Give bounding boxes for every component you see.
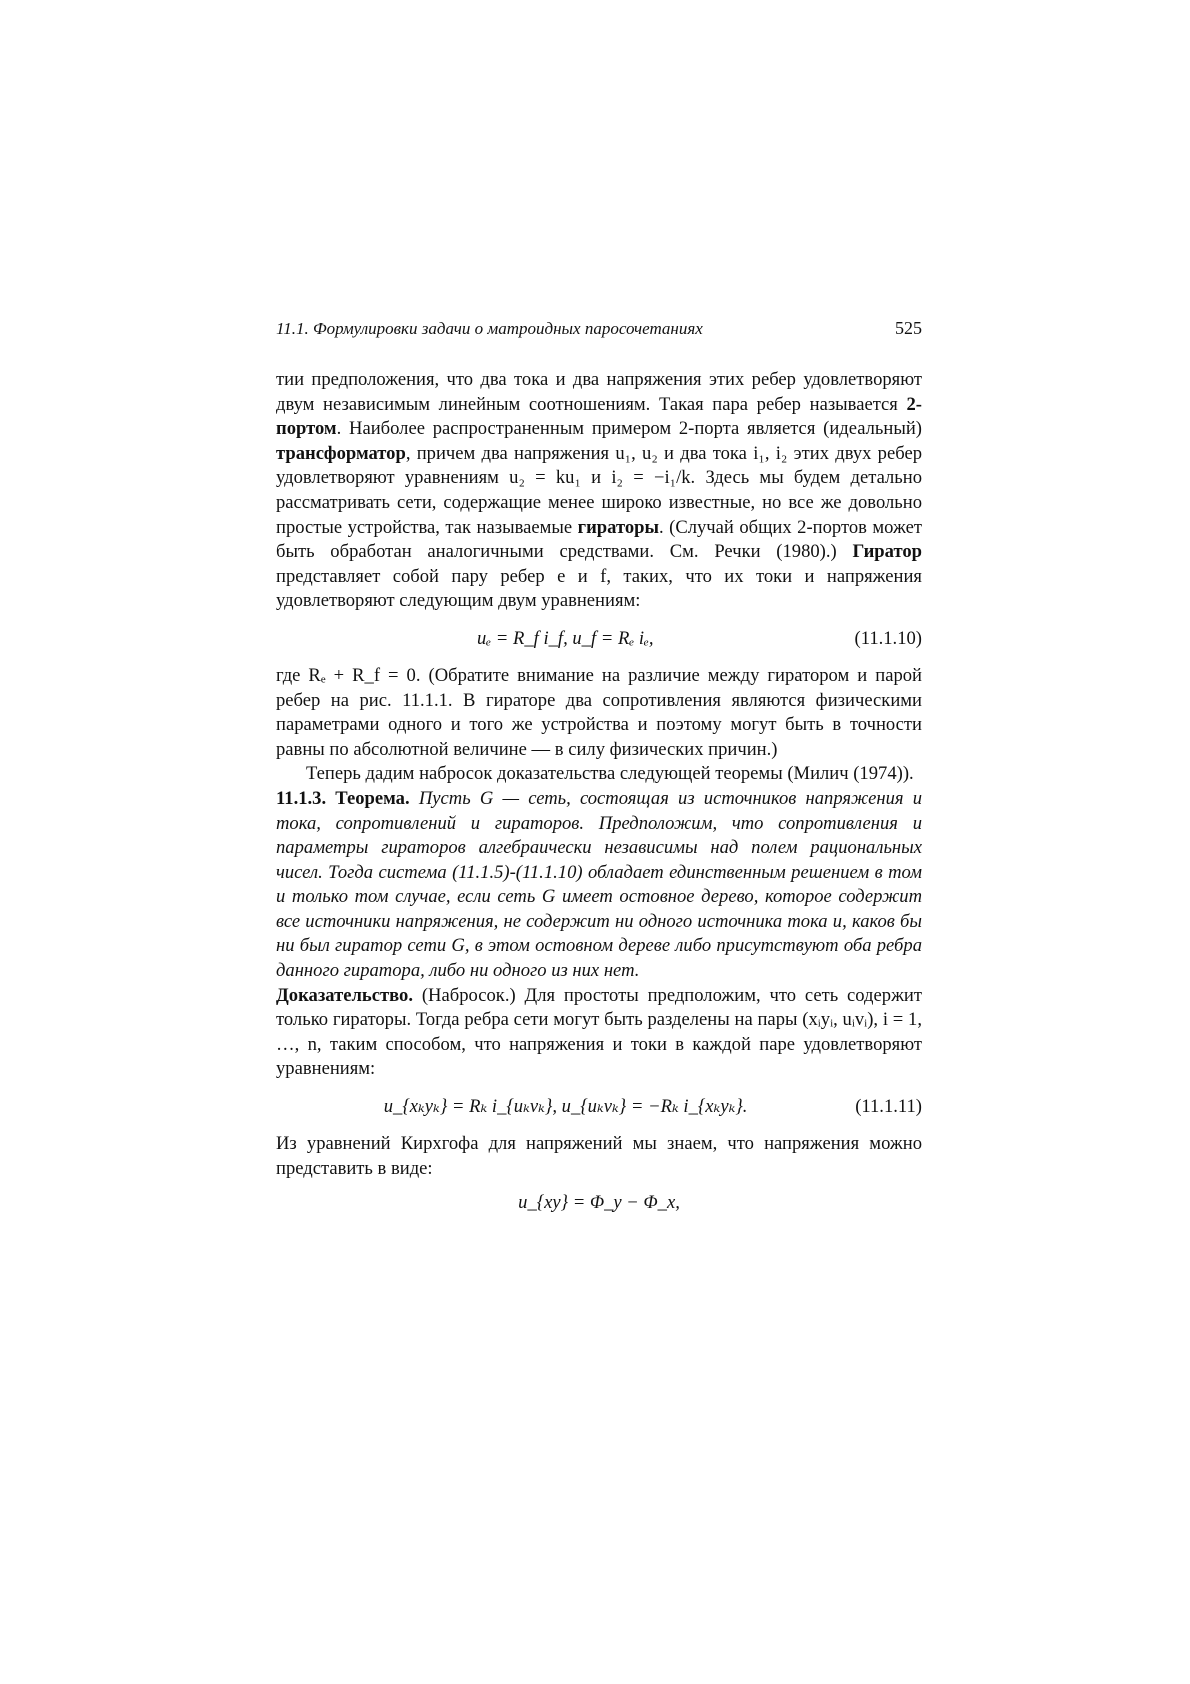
paragraph-3: Теперь дадим набросок доказательства следующей теоремы (Милич (1974)). — [306, 763, 914, 785]
para1-text-4: . (Случай общих 2-портов может быть обработан аналогичными средствами. См. Речки (1980).) — [276, 516, 922, 563]
theorem-11-1-3 — [276, 787, 922, 984]
theorem-statement: Пусть G — сеть, состоящая из источников напряжения и тока, сопротивлений и гираторов. Предположим, что сопротивления и параметры гираторов алгебраически независимы над полем рациональных чисел. Тогда система (11.1.5)-(11.1.10) обладает единственным решением в том и только том случае, если сеть G имеет остовное дерево, которое содержит все источники напряжения, не содержит ни одного источника тока и, каков бы ни был гиратор сети G, в этом остовном дереве либо присутствуют оба ребра данного гиратора, либо ни одного из них нет. — [276, 787, 922, 982]
para1-text-5: представляет собой пару ребер e и f, таких, что их токи и напряжения удовлетворяют следующим двум уравнениям: — [276, 565, 922, 612]
para1-text-2: . Наиболее распространенным примером 2-порта является (идеальный) — [336, 418, 922, 440]
term-gyrators: гираторы — [577, 516, 659, 538]
document-page — [276, 318, 922, 1225]
running-header — [276, 318, 922, 346]
equation-formula: u_{xₖyₖ} = Rₖ i_{uₖvₖ}, u_{uₖvₖ} = −Rₖ i_{xₖyₖ}. — [383, 1095, 748, 1117]
proof-label: Доказательство. — [276, 984, 414, 1006]
equation-formula: uₑ = R_f i_f, u_f = Rₑ iₑ, — [476, 627, 654, 649]
para1-text-3: , причем два напряжения u₁, u₂ и два тока i₁, i₂ этих двух ребер удовлетворяют уравнениям u₂ = ku₁ и i₂ = −i₁/k. Здесь мы будем детально рассматривать сети, содержащие менее широко известные, но все же довольно простые устройства, так называемые — [276, 442, 922, 538]
term-transformer: трансформатор — [276, 442, 406, 464]
paragraph-2: где Rₑ + R_f = 0. (Обратите внимание на различие между гиратором и парой ребер на рис. 11.1.1. В гираторе два сопротивления являются физическими параметрами одного и того же устройства и поэтому могут быть в точности равны по абсолютной величине — в силу физических причин.) — [276, 664, 922, 760]
term-gyrator: Гиратор — [852, 541, 922, 563]
running-title: 11.1. Формулировки задачи о матроидных паросочетаниях — [276, 319, 703, 338]
proof-text: (Набросок.) Для простоты предположим, что сеть содержит только гираторы. Тогда ребра сети могут быть разделены на пары (xᵢyᵢ, uᵢvᵢ), i = 1, …, n, таким способом, что напряжения и токи в каждой паре удовлетворяют уравнениям: — [276, 984, 922, 1080]
term-2-port: 2-портом — [276, 393, 922, 440]
proof — [276, 984, 922, 1082]
body-text — [276, 368, 922, 1225]
equation-11-1-10 — [276, 614, 922, 664]
page-number: 525 — [895, 318, 922, 338]
equation-11-1-11 — [276, 1082, 922, 1132]
paragraph-1 — [276, 368, 922, 614]
equation-number: (11.1.10) — [854, 627, 922, 649]
theorem-label: 11.1.3. Теорема. — [276, 787, 410, 809]
equation-number: (11.1.11) — [855, 1095, 922, 1117]
equation-potential: u_{xy} = Φ_y − Φ_x, — [518, 1191, 680, 1213]
para1-text-1: тии предположения, что два тока и два напряжения этих ребер удовлетворяют двум независимым линейным соотношениям. Такая пара ребер называется — [276, 369, 922, 415]
paragraph-4: Из уравнений Кирхгофа для напряжений мы знаем, что напряжения можно представить в виде: — [276, 1133, 922, 1179]
